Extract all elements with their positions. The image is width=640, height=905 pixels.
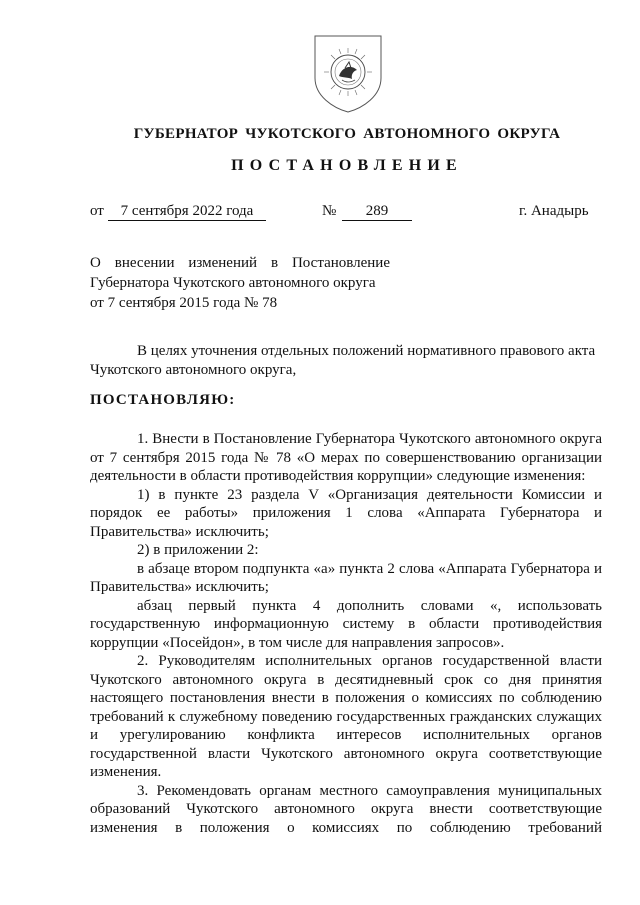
document-type-title: ПОСТАНОВЛЕНИЕ bbox=[231, 157, 463, 174]
body-paragraph: 1) в пункте 23 раздела V «Организация деятельности Комиссии и порядок ее работы» приложения 1 слова «Аппарата Губернатора и Правительства» исключить; bbox=[90, 486, 602, 540]
body-paragraph: 2) в приложении 2: bbox=[137, 542, 259, 558]
date-prefix-label: от bbox=[90, 203, 104, 219]
body-paragraph: 1. Внести в Постановление Губернатора Чукотского автономного округа от 7 сентября 2015 года № 78 «О мерах по совершенствованию организации деятельности в области противодействия коррупции» следующие изменения: bbox=[90, 431, 602, 484]
document-subject bbox=[90, 253, 390, 313]
subject-line: от 7 сентября 2015 года № 78 bbox=[90, 295, 278, 311]
preamble-line: Чукотского автономного округа, bbox=[90, 362, 297, 378]
subject-line: О внесении изменений в Постановление bbox=[90, 255, 390, 271]
organization-title: ГУБЕРНАТОР ЧУКОТСКОГО АВТОНОМНОГО ОКРУГА bbox=[133, 126, 561, 142]
preamble bbox=[90, 342, 602, 380]
document-body bbox=[90, 430, 602, 837]
body-paragraph: абзац первый пункта 4 дополнить словами «, использовать государственную информационную систему в области противодействия коррупции «Посейдон», в том числе для направления запросов». bbox=[90, 597, 602, 651]
document-city: г. Анадырь bbox=[519, 203, 589, 219]
coat-of-arms-emblem bbox=[311, 34, 385, 114]
body-paragraph: в абзаце втором подпункта «а» пункта 2 слова «Аппарата Губернатора и Правительства» исключить; bbox=[90, 560, 602, 595]
number-label: № bbox=[322, 203, 337, 219]
document-number: 289 bbox=[342, 203, 412, 221]
body-paragraph: 2. Руководителям исполнительных органов государственной власти Чукотского автономного округа в десятидневный срок со дня принятия настоящего постановления внести в положения о комиссиях по соблюдению требований к служебному поведению государственных гражданских служащих и урегулированию конфликта интересов исполнительных органов государственной власти Чукотского автономного округа соответствующие изменения. bbox=[90, 653, 602, 780]
document-date: 7 сентября 2022 года bbox=[108, 203, 266, 221]
ruling-heading: ПОСТАНОВЛЯЮ: bbox=[90, 392, 236, 408]
preamble-line: В целях уточнения отдельных положений нормативного правового акта bbox=[137, 343, 596, 359]
body-paragraph: 3. Рекомендовать органам местного самоуправления муниципальных образований Чукотского автономного округа внести соответствующие изменения в положения о комиссиях по соблюдению требований bbox=[90, 782, 602, 836]
subject-line: Губернатора Чукотского автономного округа bbox=[90, 275, 376, 291]
